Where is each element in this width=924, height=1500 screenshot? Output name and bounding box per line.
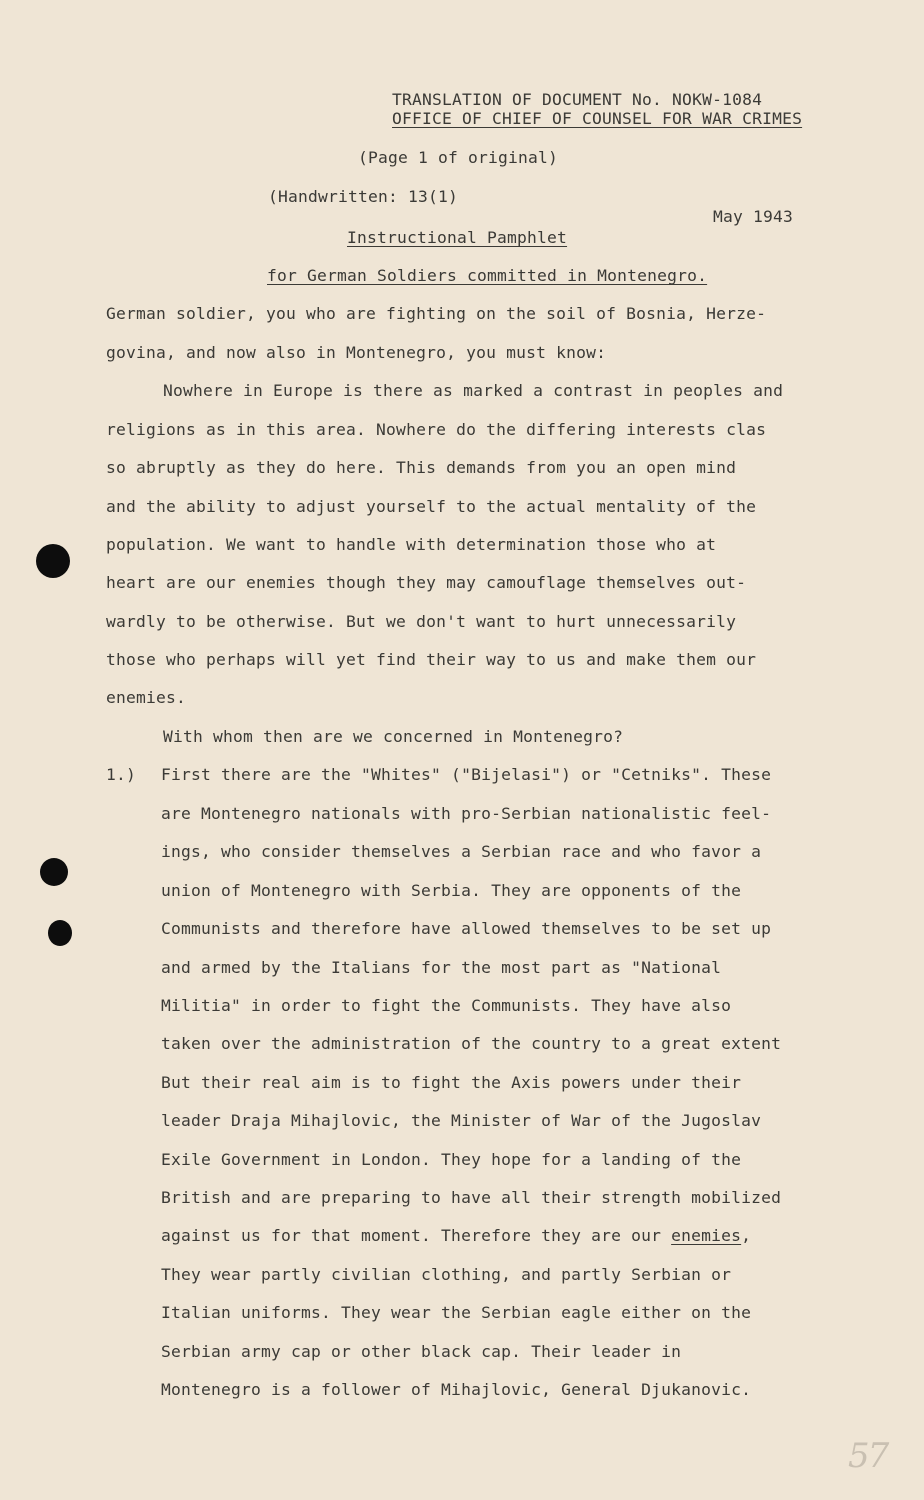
header-line-1: TRANSLATION OF DOCUMENT No. NOKW-1084 bbox=[392, 90, 763, 109]
text-line: population. We want to handle with determination those who at bbox=[106, 535, 717, 554]
text-line: Militia" in order to fight the Communists. They have also bbox=[161, 996, 732, 1015]
text-line: wardly to be otherwise. But we don't want to hurt unnecessarily bbox=[106, 612, 737, 631]
page-reference: (Page 1 of original) bbox=[358, 148, 559, 167]
text-line: taken over the administration of the country to a great extent bbox=[161, 1034, 782, 1053]
text-segment: , bbox=[741, 1226, 752, 1245]
text-line: union of Montenegro with Serbia. They are opponents of the bbox=[161, 881, 742, 900]
text-line: British and are preparing to have all their strength mobilized bbox=[161, 1188, 782, 1207]
list-number: 1.) bbox=[106, 765, 137, 784]
text-line: Italian uniforms. They wear the Serbian eagle either on the bbox=[161, 1303, 752, 1322]
text-line: German soldier, you who are fighting on the soil of Bosnia, Herze- bbox=[106, 304, 767, 323]
subtitle-text: for German Soldiers committed in Montenegro. bbox=[267, 266, 708, 285]
text-line: First there are the "Whites" ("Bijelasi") or "Cetniks". These bbox=[161, 765, 772, 784]
text-line: With whom then are we concerned in Montenegro? bbox=[163, 727, 624, 746]
text-line: enemies. bbox=[106, 688, 187, 707]
underlined-word: enemies bbox=[671, 1226, 742, 1245]
text-line: and the ability to adjust yourself to the actual mentality of the bbox=[106, 497, 757, 516]
text-line: so abruptly as they do here. This demands from you an open mind bbox=[106, 458, 737, 477]
text-line: Nowhere in Europe is there as marked a contrast in peoples and bbox=[163, 381, 784, 400]
text-line: They wear partly civilian clothing, and partly Serbian or bbox=[161, 1265, 732, 1284]
text-line bbox=[161, 1226, 751, 1245]
text-line: Communists and therefore have allowed themselves to be set up bbox=[161, 919, 772, 938]
handwritten-page-number: 57 bbox=[848, 1436, 888, 1476]
text-line: Serbian army cap or other black cap. Their leader in bbox=[161, 1342, 682, 1361]
document-subtitle bbox=[267, 266, 707, 285]
text-line: Montenegro is a follower of Mihajlovic, General Djukanovic. bbox=[161, 1380, 752, 1399]
punch-hole bbox=[36, 544, 70, 578]
handwritten-note: (Handwritten: 13(1) bbox=[268, 187, 459, 206]
text-line: govina, and now also in Montenegro, you must know: bbox=[106, 343, 607, 362]
header-line-2: OFFICE OF CHIEF OF COUNSEL FOR WAR CRIMES bbox=[392, 109, 803, 128]
text-line: But their real aim is to fight the Axis powers under their bbox=[161, 1073, 742, 1092]
text-line: are Montenegro nationals with pro-Serbian nationalistic feel- bbox=[161, 804, 772, 823]
text-line: leader Draja Mihajlovic, the Minister of War of the Jugoslav bbox=[161, 1111, 762, 1130]
document-title: Instructional Pamphlet bbox=[347, 228, 568, 247]
punch-hole bbox=[48, 920, 72, 946]
text-line: and armed by the Italians for the most part as "National bbox=[161, 958, 722, 977]
document-date: May 1943 bbox=[713, 207, 794, 226]
text-line: Exile Government in London. They hope for a landing of the bbox=[161, 1150, 742, 1169]
text-line: heart are our enemies though they may camouflage themselves out- bbox=[106, 573, 747, 592]
text-line: those who perhaps will yet find their way to us and make them our bbox=[106, 650, 757, 669]
punch-hole bbox=[40, 858, 68, 886]
text-segment: against us for that moment. Therefore they are our bbox=[161, 1226, 672, 1245]
text-line: ings, who consider themselves a Serbian race and who favor a bbox=[161, 842, 762, 861]
text-line: religions as in this area. Nowhere do the differing interests clas bbox=[106, 420, 767, 439]
